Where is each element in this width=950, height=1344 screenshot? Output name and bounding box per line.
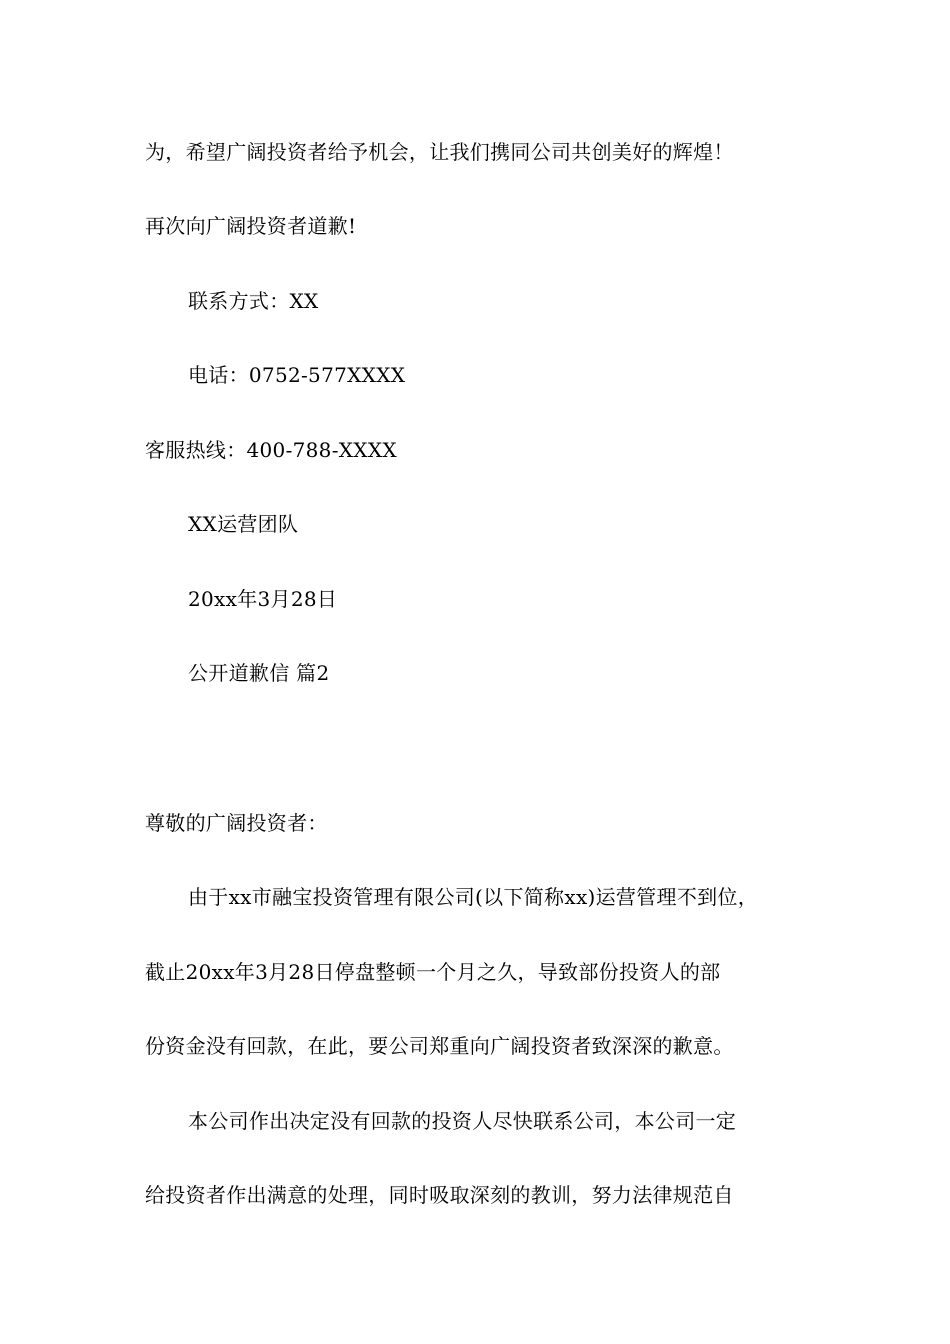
paragraph-line-4: 本公司作出决定没有回款的投资人尽快联系公司，本公司一定 [188,1109,737,1133]
salutation: 尊敬的广阔投资者： [145,811,328,835]
section-heading: 公开道歉信 篇2 [188,661,330,685]
hotline-line: 客服热线：400-788-XXXX [145,438,397,462]
contact-method-line: 联系方式：XX [188,289,319,313]
paragraph-line-closing-hope: 为，希望广阔投资者给予机会，让我们携同公司共创美好的辉煌！ [145,140,734,164]
signature-team: XX运营团队 [188,512,299,536]
paragraph-line-3: 份资金没有回款，在此，要公司郑重向广阔投资者致深深的歉意。 [145,1034,734,1058]
paragraph-line-1: 由于xx市融宝投资管理有限公司(以下简称xx)运营管理不到位， [188,885,759,909]
paragraph-line-apology-again: 再次向广阔投资者道歉! [145,214,357,238]
paragraph-line-5: 给投资者作出满意的处理，同时吸取深刻的教训，努力法律规范自 [145,1183,734,1207]
paragraph-line-2: 截止20xx年3月28日停盘整顿一个月之久，导致部份投资人的部 [145,960,721,984]
phone-line: 电话：0752-577XXXX [188,363,406,387]
signature-date: 20xx年3月28日 [188,587,338,611]
